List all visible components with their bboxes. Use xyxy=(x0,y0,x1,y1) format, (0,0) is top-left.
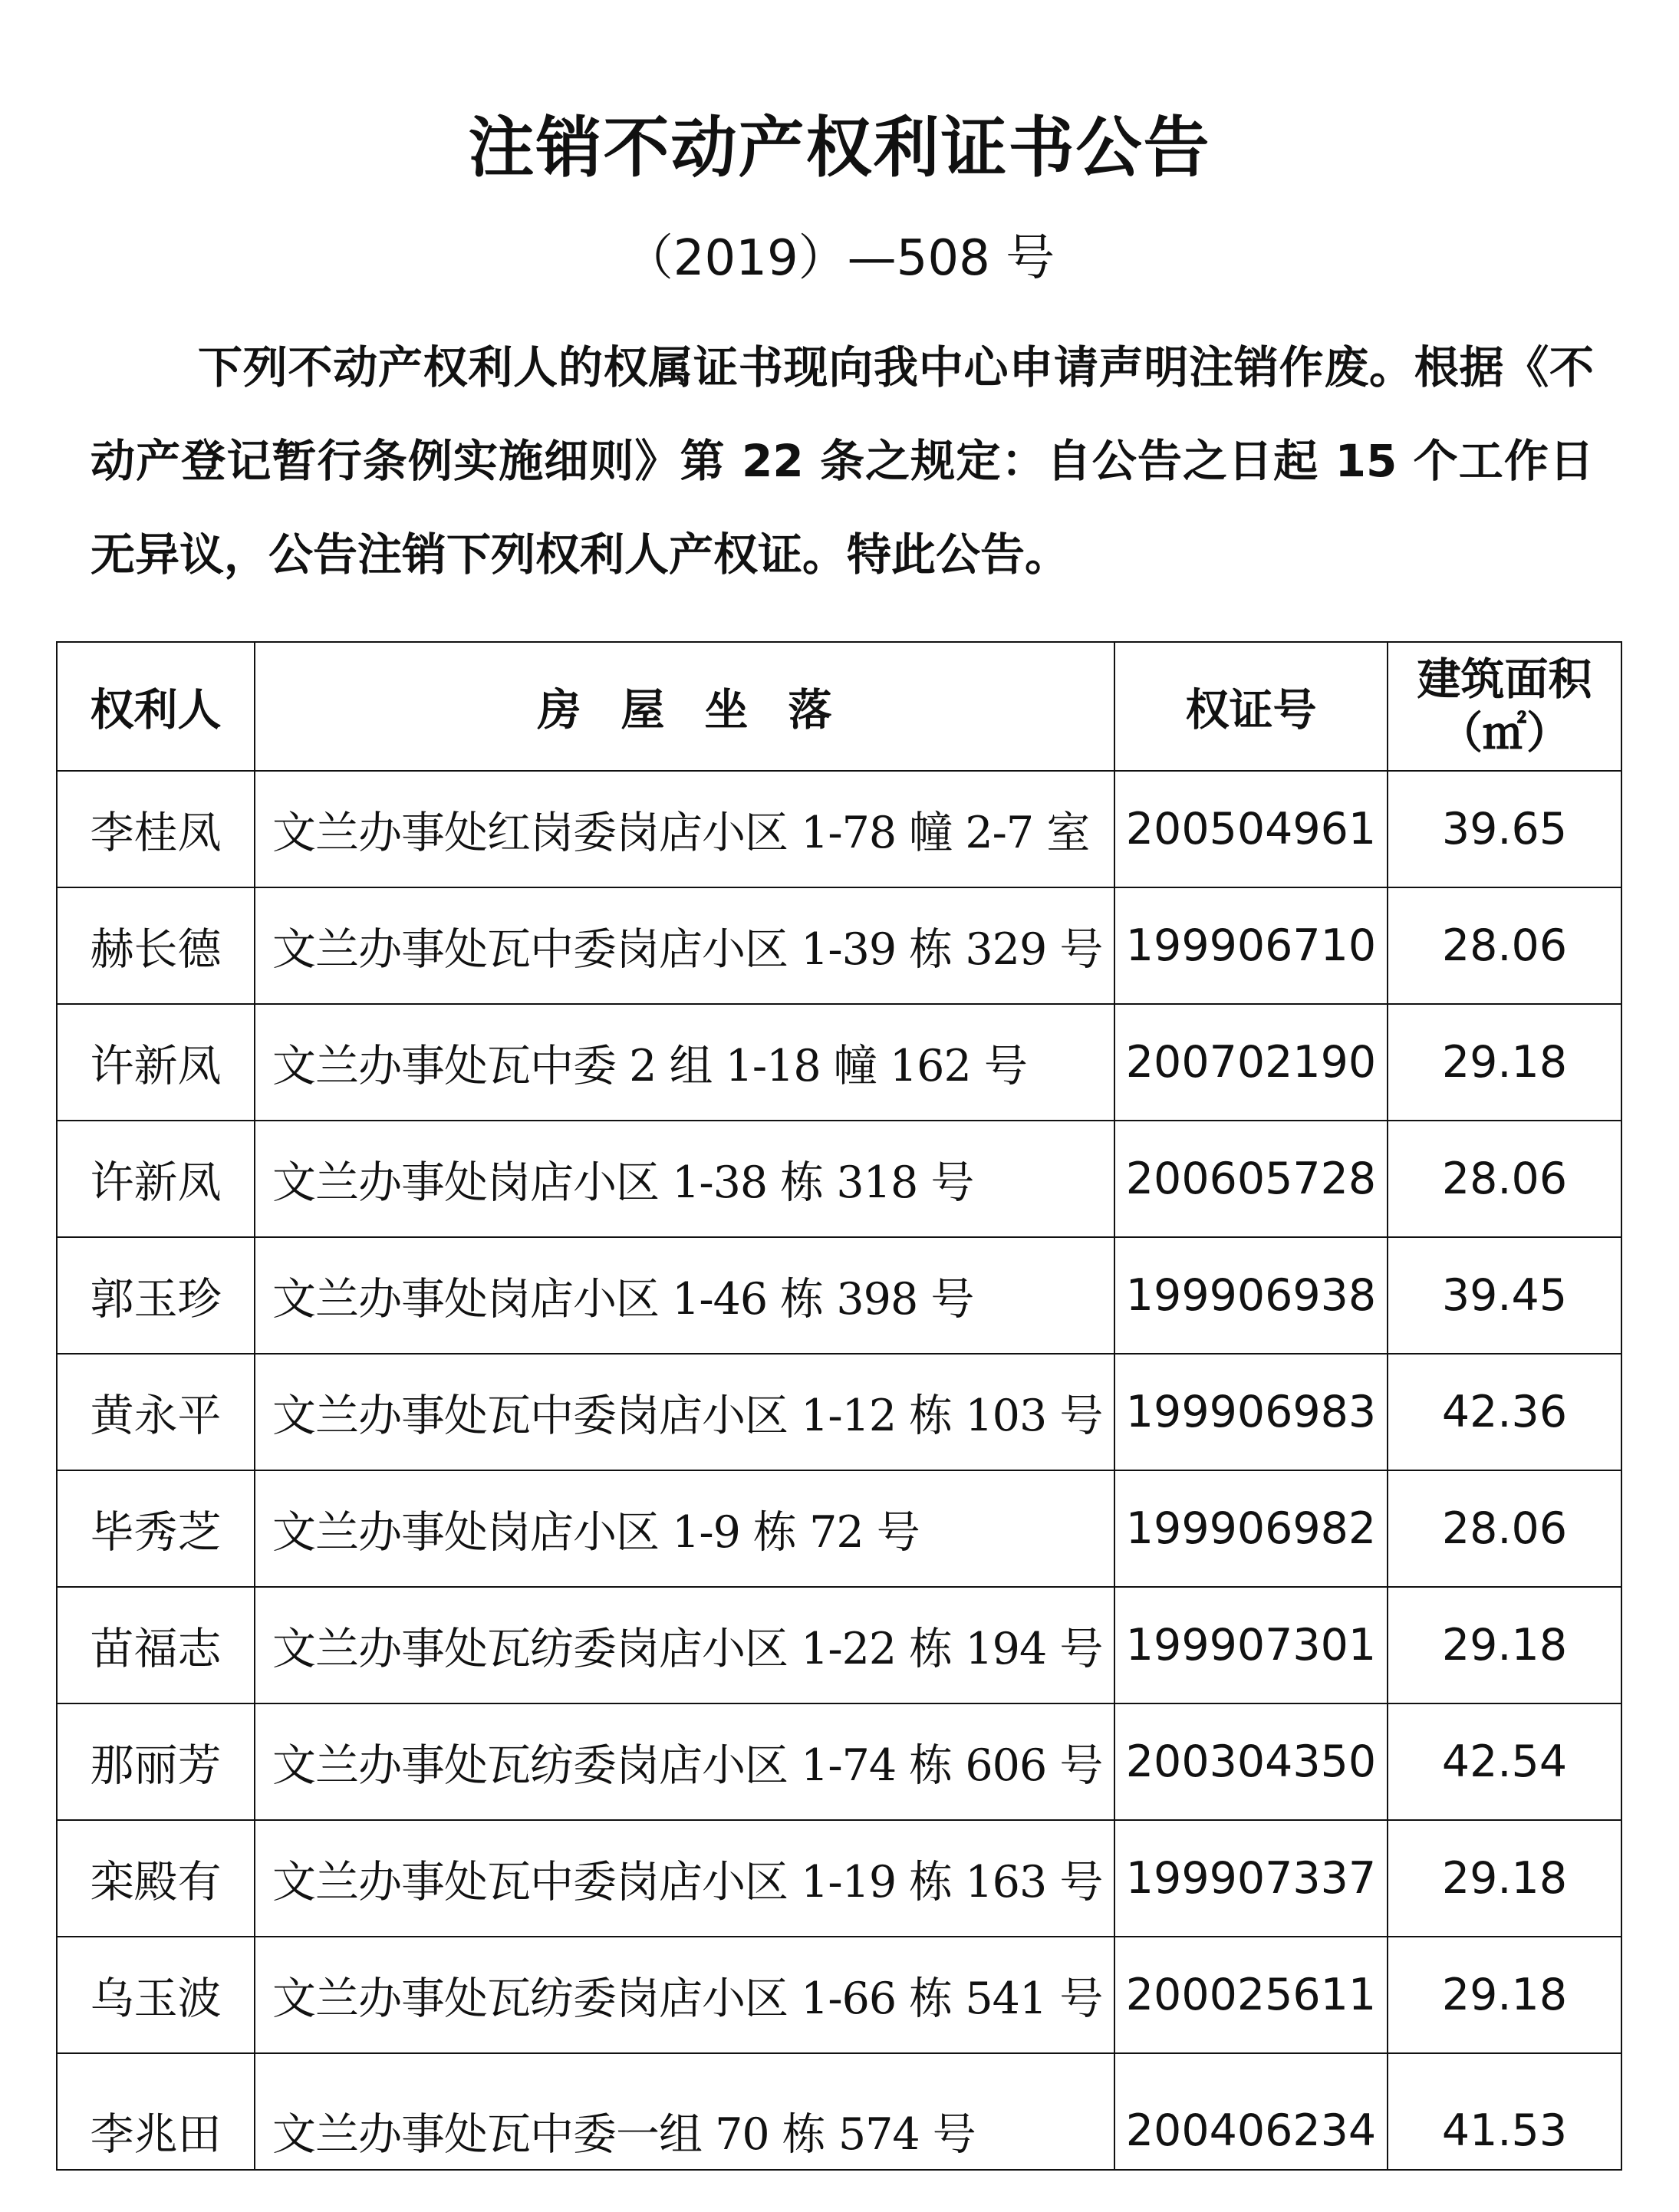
header-area-line1: 建筑面积 xyxy=(1417,654,1592,705)
row-area: 41.53 xyxy=(1388,2053,1621,2170)
row-area: 39.65 xyxy=(1388,771,1621,887)
row-cert: 200406234 xyxy=(1114,2053,1388,2170)
row-area: 42.36 xyxy=(1388,1354,1621,1470)
table-row xyxy=(57,1354,1621,1470)
row-cert: 199907337 xyxy=(1114,1820,1388,1937)
row-address: 文兰办事处瓦纺委岗店小区 1-66 栋 541 号 xyxy=(255,1937,1114,2053)
row-area: 39.45 xyxy=(1388,1237,1621,1354)
row-area: 29.18 xyxy=(1388,1820,1621,1937)
table-header-row xyxy=(57,642,1621,771)
row-cert: 199906983 xyxy=(1114,1354,1388,1470)
row-holder: 赫长德 xyxy=(57,887,255,1004)
table-row xyxy=(57,1937,1621,2053)
row-address: 文兰办事处瓦中委岗店小区 1-39 栋 329 号 xyxy=(255,887,1114,1004)
row-area: 28.06 xyxy=(1388,887,1621,1004)
records-table xyxy=(56,641,1622,2171)
row-holder: 那丽芳 xyxy=(57,1703,255,1820)
row-cert: 200304350 xyxy=(1114,1703,1388,1820)
row-address: 文兰办事处瓦纺委岗店小区 1-22 栋 194 号 xyxy=(255,1587,1114,1703)
row-address: 文兰办事处瓦中委 2 组 1-18 幢 162 号 xyxy=(255,1004,1114,1121)
row-cert: 200504961 xyxy=(1114,771,1388,887)
row-holder: 栾殿有 xyxy=(57,1820,255,1937)
row-address: 文兰办事处瓦纺委岗店小区 1-74 栋 606 号 xyxy=(255,1703,1114,1820)
row-holder: 许新凤 xyxy=(57,1004,255,1121)
table-row xyxy=(57,1820,1621,1937)
row-cert: 199906710 xyxy=(1114,887,1388,1004)
header-area xyxy=(1388,642,1621,771)
row-holder: 毕秀芝 xyxy=(57,1470,255,1587)
row-area: 42.54 xyxy=(1388,1703,1621,1820)
table-row xyxy=(57,1237,1621,1354)
table-row xyxy=(57,887,1621,1004)
row-cert: 199906982 xyxy=(1114,1470,1388,1587)
row-area: 29.18 xyxy=(1388,1937,1621,2053)
row-cert: 200025611 xyxy=(1114,1937,1388,2053)
row-cert: 200605728 xyxy=(1114,1121,1388,1237)
header-cert: 权证号 xyxy=(1114,642,1388,771)
row-address: 文兰办事处瓦中委岗店小区 1-12 栋 103 号 xyxy=(255,1354,1114,1470)
table-row xyxy=(57,771,1621,887)
header-area-unit: （㎡） xyxy=(1439,708,1570,759)
table-row xyxy=(57,1004,1621,1121)
row-holder: 苗福志 xyxy=(57,1587,255,1703)
table-row xyxy=(57,1121,1621,1237)
header-address xyxy=(255,642,1114,771)
table-row xyxy=(57,1587,1621,1703)
row-area: 28.06 xyxy=(1388,1470,1621,1587)
row-address: 文兰办事处瓦中委岗店小区 1-19 栋 163 号 xyxy=(255,1820,1114,1937)
row-cert: 199907301 xyxy=(1114,1587,1388,1703)
row-cert: 200702190 xyxy=(1114,1004,1388,1121)
row-holder: 乌玉波 xyxy=(57,1937,255,2053)
row-area: 29.18 xyxy=(1388,1587,1621,1703)
row-address: 文兰办事处岗店小区 1-46 栋 398 号 xyxy=(255,1237,1114,1354)
row-area: 29.18 xyxy=(1388,1004,1621,1121)
row-address: 文兰办事处岗店小区 1-38 栋 318 号 xyxy=(255,1121,1114,1237)
table-row xyxy=(57,1470,1621,1587)
table-row xyxy=(57,2053,1621,2170)
table-row xyxy=(57,1703,1621,1820)
notice-body: 下列不动产权利人的权属证书现向我中心申请声明注销作废。根据《不动产登记暂行条例实施细则》第 22 条之规定：自公告之日起 15 个工作日无异议，公告注销下列权利人产权证。特此公告。 xyxy=(91,341,1594,581)
row-holder: 许新凤 xyxy=(57,1121,255,1237)
header-holder: 权利人 xyxy=(57,642,255,771)
header-address-label: 房屋坐落 xyxy=(537,685,872,736)
row-address: 文兰办事处瓦中委一组 70 栋 574 号 xyxy=(255,2053,1114,2170)
row-holder: 李兆田 xyxy=(57,2053,255,2170)
row-holder: 黄永平 xyxy=(57,1354,255,1470)
row-holder: 李桂凤 xyxy=(57,771,255,887)
row-area: 28.06 xyxy=(1388,1121,1621,1237)
notice-number: （2019）—508 号 xyxy=(624,230,1055,287)
notice-title: 注销不动产权利证书公告 xyxy=(468,110,1211,186)
row-holder: 郭玉珍 xyxy=(57,1237,255,1354)
row-address: 文兰办事处岗店小区 1-9 栋 72 号 xyxy=(255,1470,1114,1587)
row-cert: 199906938 xyxy=(1114,1237,1388,1354)
row-address: 文兰办事处红岗委岗店小区 1-78 幢 2-7 室 xyxy=(255,771,1114,887)
